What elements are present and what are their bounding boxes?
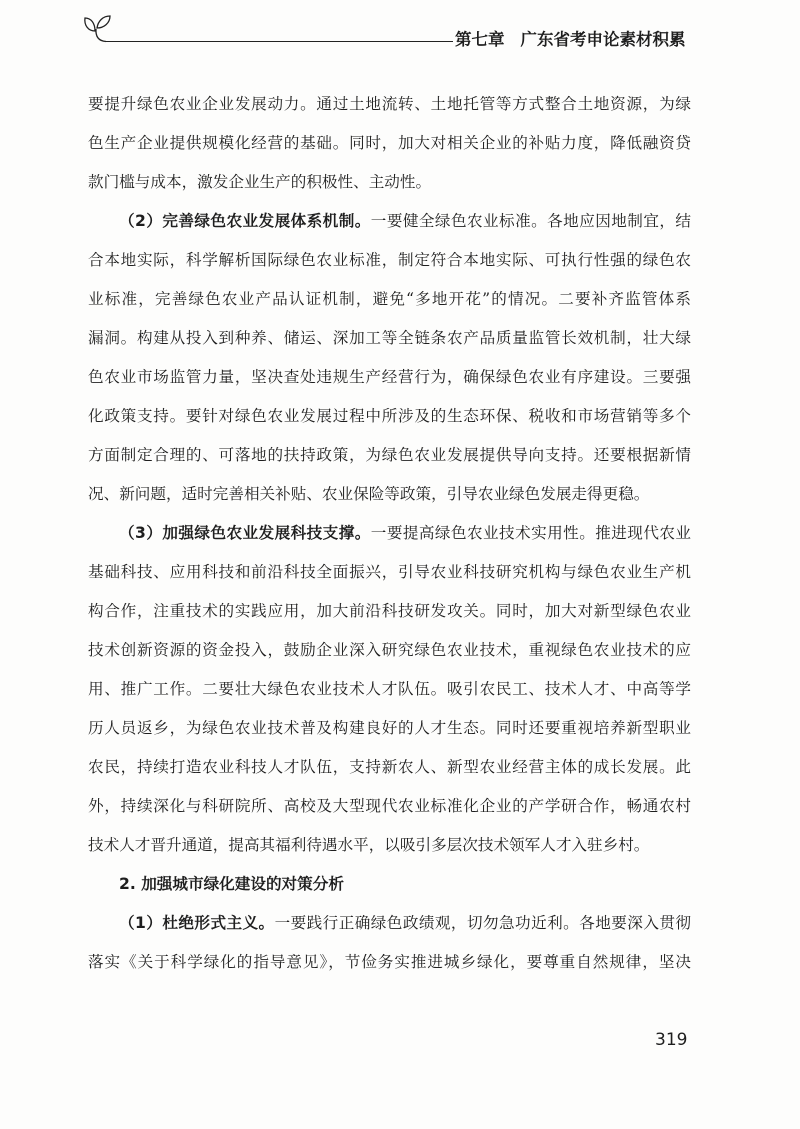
text-line: 漏洞。构建从投入到种养、储运、深加工等全链条农产品质量监管长效机制，壮大绿: [88, 329, 691, 347]
text-line-remainder: 一要践行正确绿色政绩观，切勿急功近利。各地要深入贯彻: [274, 914, 691, 932]
text-line: 业标准，完善绿色农业产品认证机制，避免“多地开花”的情况。二要补齐监管体系: [88, 290, 691, 308]
sprout-icon: [82, 10, 112, 44]
book-title: 广东省考申论素材积累: [520, 30, 686, 49]
body-text: [88, 85, 691, 982]
chapter-label: 第七章: [455, 30, 505, 49]
header-rule: [105, 41, 453, 42]
paragraph-first-line: [88, 904, 691, 943]
paragraph-lead: （1）杜绝形式主义。: [119, 914, 275, 932]
text-line: 色农业市场监管力量，坚决查处违规生产经营行为，确保绿色农业有序建设。三要强: [88, 368, 691, 386]
text-line: 化政策支持。要针对绿色农业发展过程中所涉及的生态环保、税收和市场营销等多个: [88, 407, 691, 425]
text-line: 技术人才晋升通道，提高其福利待遇水平，以吸引多层次技术领军人才入驻乡村。: [88, 836, 650, 854]
text-line: 外，持续深化与科研院所、高校及大型现代农业标准化企业的产学研合作，畅通农村: [88, 797, 691, 815]
paragraph-first-line: [88, 202, 691, 241]
text-line: 构合作，注重技术的实践应用，加大前沿科技研发攻关。同时，加大对新型绿色农业: [88, 602, 691, 620]
text-line: 农民，持续打造农业科技人才队伍，支持新农人、新型农业经营主体的成长发展。此: [88, 758, 691, 776]
paragraph-lead: （2）完善绿色农业发展体系机制。: [119, 212, 371, 230]
text-line: 况、新问题，适时完善相关补贴、农业保险等政策，引导农业绿色发展走得更稳。: [88, 485, 650, 503]
text-line: 落实《关于科学绿化的指导意见》，节俭务实推进城乡绿化，要尊重自然规律，坚决: [88, 953, 691, 971]
section-heading: 2. 加强城市绿化建设的对策分析: [119, 875, 344, 893]
running-header: [455, 30, 686, 50]
text-line: 历人员返乡，为绿色农业技术普及构建良好的人才生态。同时还要重视培养新型职业: [88, 719, 691, 737]
text-line: 技术创新资源的资金投入，鼓励企业深入研究绿色农业技术，重视绿色农业技术的应: [88, 641, 691, 659]
text-line: 合本地实际，科学解析国际绿色农业标准，制定符合本地实际、可执行性强的绿色农: [88, 251, 691, 269]
text-line: 色生产企业提供规模化经营的基础。同时，加大对相关企业的补贴力度，降低融资贷: [88, 134, 691, 152]
text-line: 款门槛与成本，激发企业生产的积极性、主动性。: [88, 173, 432, 191]
text-line: 基础科技、应用科技和前沿科技全面振兴，引导农业科技研究机构与绿色农业生产机: [88, 563, 691, 581]
text-line: 要提升绿色农业企业发展动力。通过土地流转、土地托管等方式整合土地资源，为绿: [88, 95, 691, 113]
text-line: 用、推广工作。二要壮大绿色农业技术人才队伍。吸引农民工、技术人才、中高等学: [88, 680, 691, 698]
page-number: 319: [655, 1030, 688, 1050]
text-line-remainder: 一要提高绿色农业技术实用性。推进现代农业: [370, 524, 691, 542]
text-line: 方面制定合理的、可落地的扶持政策，为绿色农业发展提供导向支持。还要根据新情: [88, 446, 691, 464]
paragraph-first-line: [88, 514, 691, 553]
paragraph-lead: （3）加强绿色农业发展科技支撑。: [119, 524, 371, 542]
text-line-remainder: 一要健全绿色农业标准。各地应因地制宜，结: [370, 212, 691, 230]
